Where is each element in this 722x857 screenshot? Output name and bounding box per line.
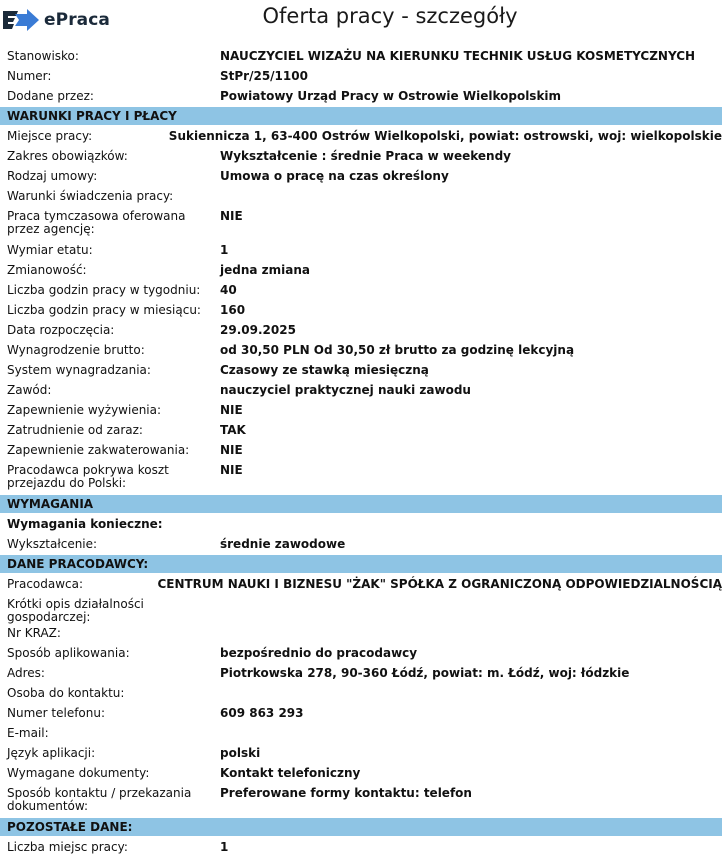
detail-value bbox=[220, 594, 722, 623]
detail-row bbox=[0, 146, 722, 166]
detail-label: Zakres obowiązków: bbox=[7, 149, 128, 163]
detail-label: E-mail: bbox=[7, 726, 49, 740]
section-header: WYMAGANIA bbox=[0, 495, 722, 513]
epraca-arrow-logo-icon bbox=[2, 8, 40, 32]
detail-value: 29.09.2025 bbox=[220, 323, 296, 337]
section-header: DANE PRACODAWCY: bbox=[0, 555, 722, 573]
detail-row bbox=[0, 440, 722, 460]
detail-value bbox=[220, 186, 722, 206]
detail-label: Osoba do kontaktu: bbox=[7, 686, 125, 700]
detail-value: 1 bbox=[220, 840, 229, 854]
detail-label: Zmianowość: bbox=[7, 263, 87, 277]
detail-label: Wymiar etatu: bbox=[7, 243, 93, 257]
detail-row bbox=[0, 46, 722, 66]
detail-value: średnie zawodowe bbox=[220, 537, 346, 551]
detail-label: Stanowisko: bbox=[7, 49, 79, 63]
detail-row bbox=[0, 574, 722, 594]
detail-label: Liczba miejsc pracy: bbox=[7, 840, 128, 854]
detail-row bbox=[0, 703, 722, 723]
detail-value: 609 863 293 bbox=[220, 706, 304, 720]
detail-row bbox=[0, 420, 722, 440]
detail-row bbox=[0, 837, 722, 857]
detail-row bbox=[0, 783, 722, 817]
detail-row bbox=[0, 66, 722, 86]
detail-label: Rodzaj umowy: bbox=[7, 169, 98, 183]
detail-label: Numer: bbox=[7, 69, 52, 83]
section-header: POZOSTAŁE DANE: bbox=[0, 818, 722, 836]
detail-value: Preferowane formy kontaktu: telefon bbox=[220, 786, 472, 800]
detail-value: 160 bbox=[220, 303, 246, 317]
detail-row bbox=[0, 380, 722, 400]
detail-row bbox=[0, 723, 722, 743]
detail-value: Wykształcenie : średnie Praca w weekendy bbox=[220, 149, 511, 163]
detail-row bbox=[0, 320, 722, 340]
detail-label: Wymagane dokumenty: bbox=[7, 766, 150, 780]
detail-row bbox=[0, 340, 722, 360]
detail-value: Umowa o pracę na czas określony bbox=[220, 169, 449, 183]
section-header: WARUNKI PRACY I PŁACY bbox=[0, 107, 722, 125]
detail-label: Dodane przez: bbox=[7, 89, 94, 103]
detail-row bbox=[0, 240, 722, 260]
detail-label: Liczba godzin pracy w miesiącu: bbox=[7, 303, 201, 317]
detail-value: TAK bbox=[220, 423, 246, 437]
detail-value bbox=[220, 723, 722, 743]
detail-label: Nr KRAZ: bbox=[7, 626, 61, 640]
detail-row bbox=[0, 460, 722, 494]
detail-row bbox=[0, 663, 722, 683]
detail-label: Praca tymczasowa oferowana przez agencję: bbox=[7, 209, 186, 236]
detail-label: Pracodawca: bbox=[7, 577, 84, 591]
detail-value: NIE bbox=[220, 209, 243, 223]
section-subtitle: Wymagania konieczne: bbox=[7, 517, 163, 531]
detail-label: Sposób kontaktu / przekazania dokumentów: bbox=[7, 786, 192, 813]
detail-label: System wynagradzania: bbox=[7, 363, 151, 377]
detail-label: Adres: bbox=[7, 666, 45, 680]
offer-details bbox=[0, 46, 722, 857]
detail-label: Zapewnienie zakwaterowania: bbox=[7, 443, 190, 457]
detail-value: StPr/25/1100 bbox=[220, 69, 308, 83]
logo[interactable] bbox=[2, 7, 110, 33]
detail-value: Powiatowy Urząd Pracy w Ostrowie Wielkopolskim bbox=[220, 89, 562, 103]
page-header bbox=[0, 0, 722, 40]
detail-label: Wynagrodzenie brutto: bbox=[7, 343, 145, 357]
detail-row bbox=[0, 186, 722, 206]
detail-row bbox=[0, 743, 722, 763]
detail-label: Pracodawca pokrywa koszt przejazdu do Polski: bbox=[7, 463, 169, 490]
detail-label: Zapewnienie wyżywienia: bbox=[7, 403, 162, 417]
detail-value: CENTRUM NAUKI I BIZNESU "ŻAK" SPÓŁKA Z OGRANICZONĄ ODPOWIEDZIALNOŚCIĄ bbox=[157, 577, 722, 591]
detail-value: Czasowy ze stawką miesięczną bbox=[220, 363, 429, 377]
detail-value: polski bbox=[220, 746, 261, 760]
detail-label: Zatrudnienie od zaraz: bbox=[7, 423, 143, 437]
detail-value: 40 bbox=[220, 283, 237, 297]
detail-row bbox=[0, 206, 722, 240]
detail-label: Data rozpoczęcia: bbox=[7, 323, 115, 337]
detail-label: Wykształcenie: bbox=[7, 537, 98, 551]
detail-row bbox=[0, 280, 722, 300]
detail-label: Miejsce pracy: bbox=[7, 129, 93, 143]
detail-value: bezpośrednio do pracodawcy bbox=[220, 646, 418, 660]
detail-row bbox=[0, 623, 722, 643]
detail-row bbox=[0, 86, 722, 106]
detail-row bbox=[0, 534, 722, 554]
detail-value bbox=[220, 683, 722, 703]
detail-row bbox=[0, 594, 722, 623]
detail-value: NIE bbox=[220, 463, 243, 477]
detail-row bbox=[0, 643, 722, 663]
detail-value: nauczyciel praktycznej nauki zawodu bbox=[220, 383, 471, 397]
detail-row bbox=[0, 360, 722, 380]
detail-value: Kontakt telefoniczny bbox=[220, 766, 361, 780]
detail-value: NAUCZYCIEL WIZAŻU NA KIERUNKU TECHNIK USŁUG KOSMETYCZNYCH bbox=[220, 49, 696, 63]
page-title: Oferta pracy - szczegóły bbox=[262, 4, 518, 28]
detail-value: Sukiennicza 1, 63-400 Ostrów Wielkopolski, powiat: ostrowski, woj: wielkopolskie bbox=[168, 129, 722, 143]
detail-value bbox=[220, 623, 722, 643]
detail-row bbox=[0, 763, 722, 783]
detail-value: jedna zmiana bbox=[220, 263, 310, 277]
detail-row bbox=[0, 300, 722, 320]
detail-row bbox=[0, 260, 722, 280]
detail-label: Krótki opis działalności gospodarczej: bbox=[7, 597, 144, 624]
logo-text: ePraca bbox=[44, 10, 110, 30]
detail-label: Zawód: bbox=[7, 383, 52, 397]
detail-label: Sposób aplikowania: bbox=[7, 646, 130, 660]
detail-value: Piotrkowska 278, 90-360 Łódź, powiat: m. Łódź, woj: łódzkie bbox=[220, 666, 630, 680]
detail-row bbox=[0, 126, 722, 146]
detail-label: Warunki świadczenia pracy: bbox=[7, 189, 174, 203]
detail-value: NIE bbox=[220, 403, 243, 417]
detail-row bbox=[0, 683, 722, 703]
detail-row bbox=[0, 400, 722, 420]
detail-label: Język aplikacji: bbox=[7, 746, 96, 760]
detail-row bbox=[0, 166, 722, 186]
detail-label: Liczba godzin pracy w tygodniu: bbox=[7, 283, 201, 297]
detail-label: Numer telefonu: bbox=[7, 706, 106, 720]
detail-value: NIE bbox=[220, 443, 243, 457]
detail-value: 1 bbox=[220, 243, 229, 257]
detail-value: od 30,50 PLN Od 30,50 zł brutto za godzinę lekcyjną bbox=[220, 343, 575, 357]
